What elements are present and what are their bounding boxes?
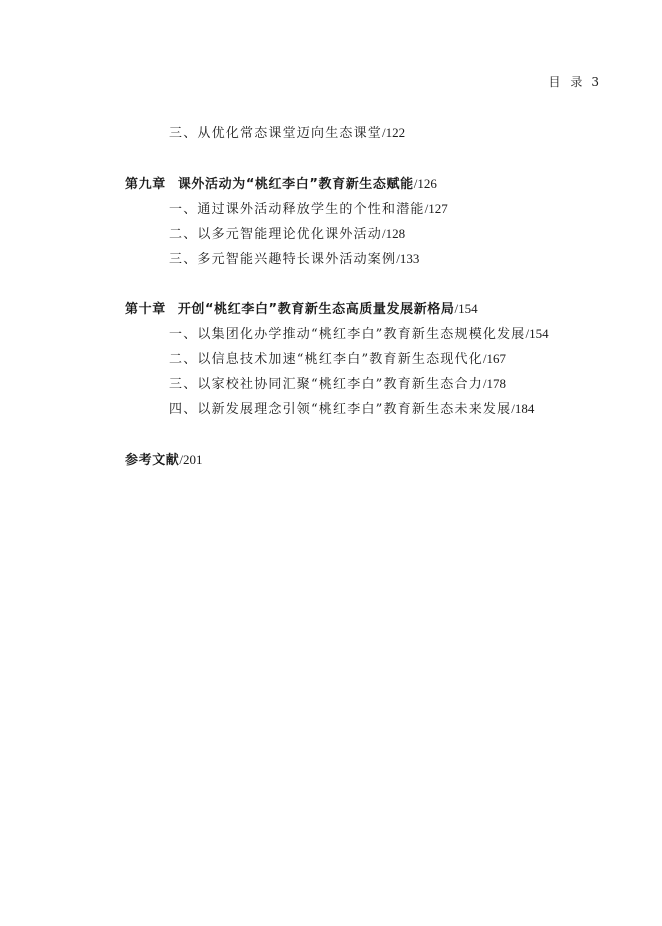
toc-references-entry[interactable]: [125, 451, 203, 470]
toc-entry[interactable]: [169, 350, 506, 369]
toc-entry-title: 一、以集团化办学推动“桃红李白”教育新生态规模化发展: [169, 327, 526, 342]
toc-entry-title: 三、以家校社协同汇聚“桃红李白”教育新生态合力: [169, 377, 483, 392]
toc-entry-title: 三、从优化常态课堂迈向生态课堂: [169, 126, 383, 141]
toc-entry-title: 一、通过课外活动释放学生的个性和潜能: [169, 202, 425, 217]
toc-entry[interactable]: [169, 200, 448, 219]
toc-entry[interactable]: [169, 124, 405, 143]
toc-chapter-number: 第十章: [125, 302, 166, 317]
toc-entry[interactable]: [169, 250, 419, 269]
running-header: [549, 73, 599, 90]
running-header-page-number: 3: [591, 75, 599, 89]
toc-entry[interactable]: [169, 325, 549, 344]
toc-entry-page: /178: [482, 376, 507, 391]
toc-entry-title: 二、以信息技术加速“桃红李白”教育新生态现代化: [169, 352, 483, 367]
toc-entry[interactable]: [169, 375, 506, 394]
toc-entry-page: /154: [525, 326, 549, 341]
toc-chapter-entry[interactable]: [125, 175, 437, 194]
toc-entry-page: /126: [413, 176, 437, 191]
toc-entry-page: /127: [424, 201, 448, 216]
toc-entry-page: /154: [454, 301, 478, 316]
toc-entry-page: /122: [382, 125, 406, 140]
toc-chapter-title: 开创“桃红李白”教育新生态高质量发展新格局: [177, 302, 455, 317]
running-header-title: 目 录: [548, 75, 586, 89]
toc-entry[interactable]: [169, 400, 534, 419]
toc-references-title: 参考文献: [125, 453, 180, 468]
toc-entry[interactable]: [169, 225, 405, 244]
toc-entry-page: /184: [511, 401, 535, 416]
toc-entry-page: /167: [482, 351, 507, 366]
toc-entry-page: /201: [179, 452, 203, 467]
toc-entry-title: 三、多元智能兴趣特长课外活动案例: [169, 252, 397, 267]
toc-entry-title: 二、以多元智能理论优化课外活动: [169, 227, 383, 242]
toc-entry-page: /133: [396, 251, 420, 266]
toc-chapter-entry[interactable]: [125, 300, 478, 319]
toc-entry-title: 四、以新发展理念引领“桃红李白”教育新生态未来发展: [169, 402, 512, 417]
toc-entry-page: /128: [382, 226, 406, 241]
toc-chapter-title: 课外活动为“桃红李白”教育新生态赋能: [177, 177, 414, 192]
toc-chapter-number: 第九章: [125, 177, 166, 192]
